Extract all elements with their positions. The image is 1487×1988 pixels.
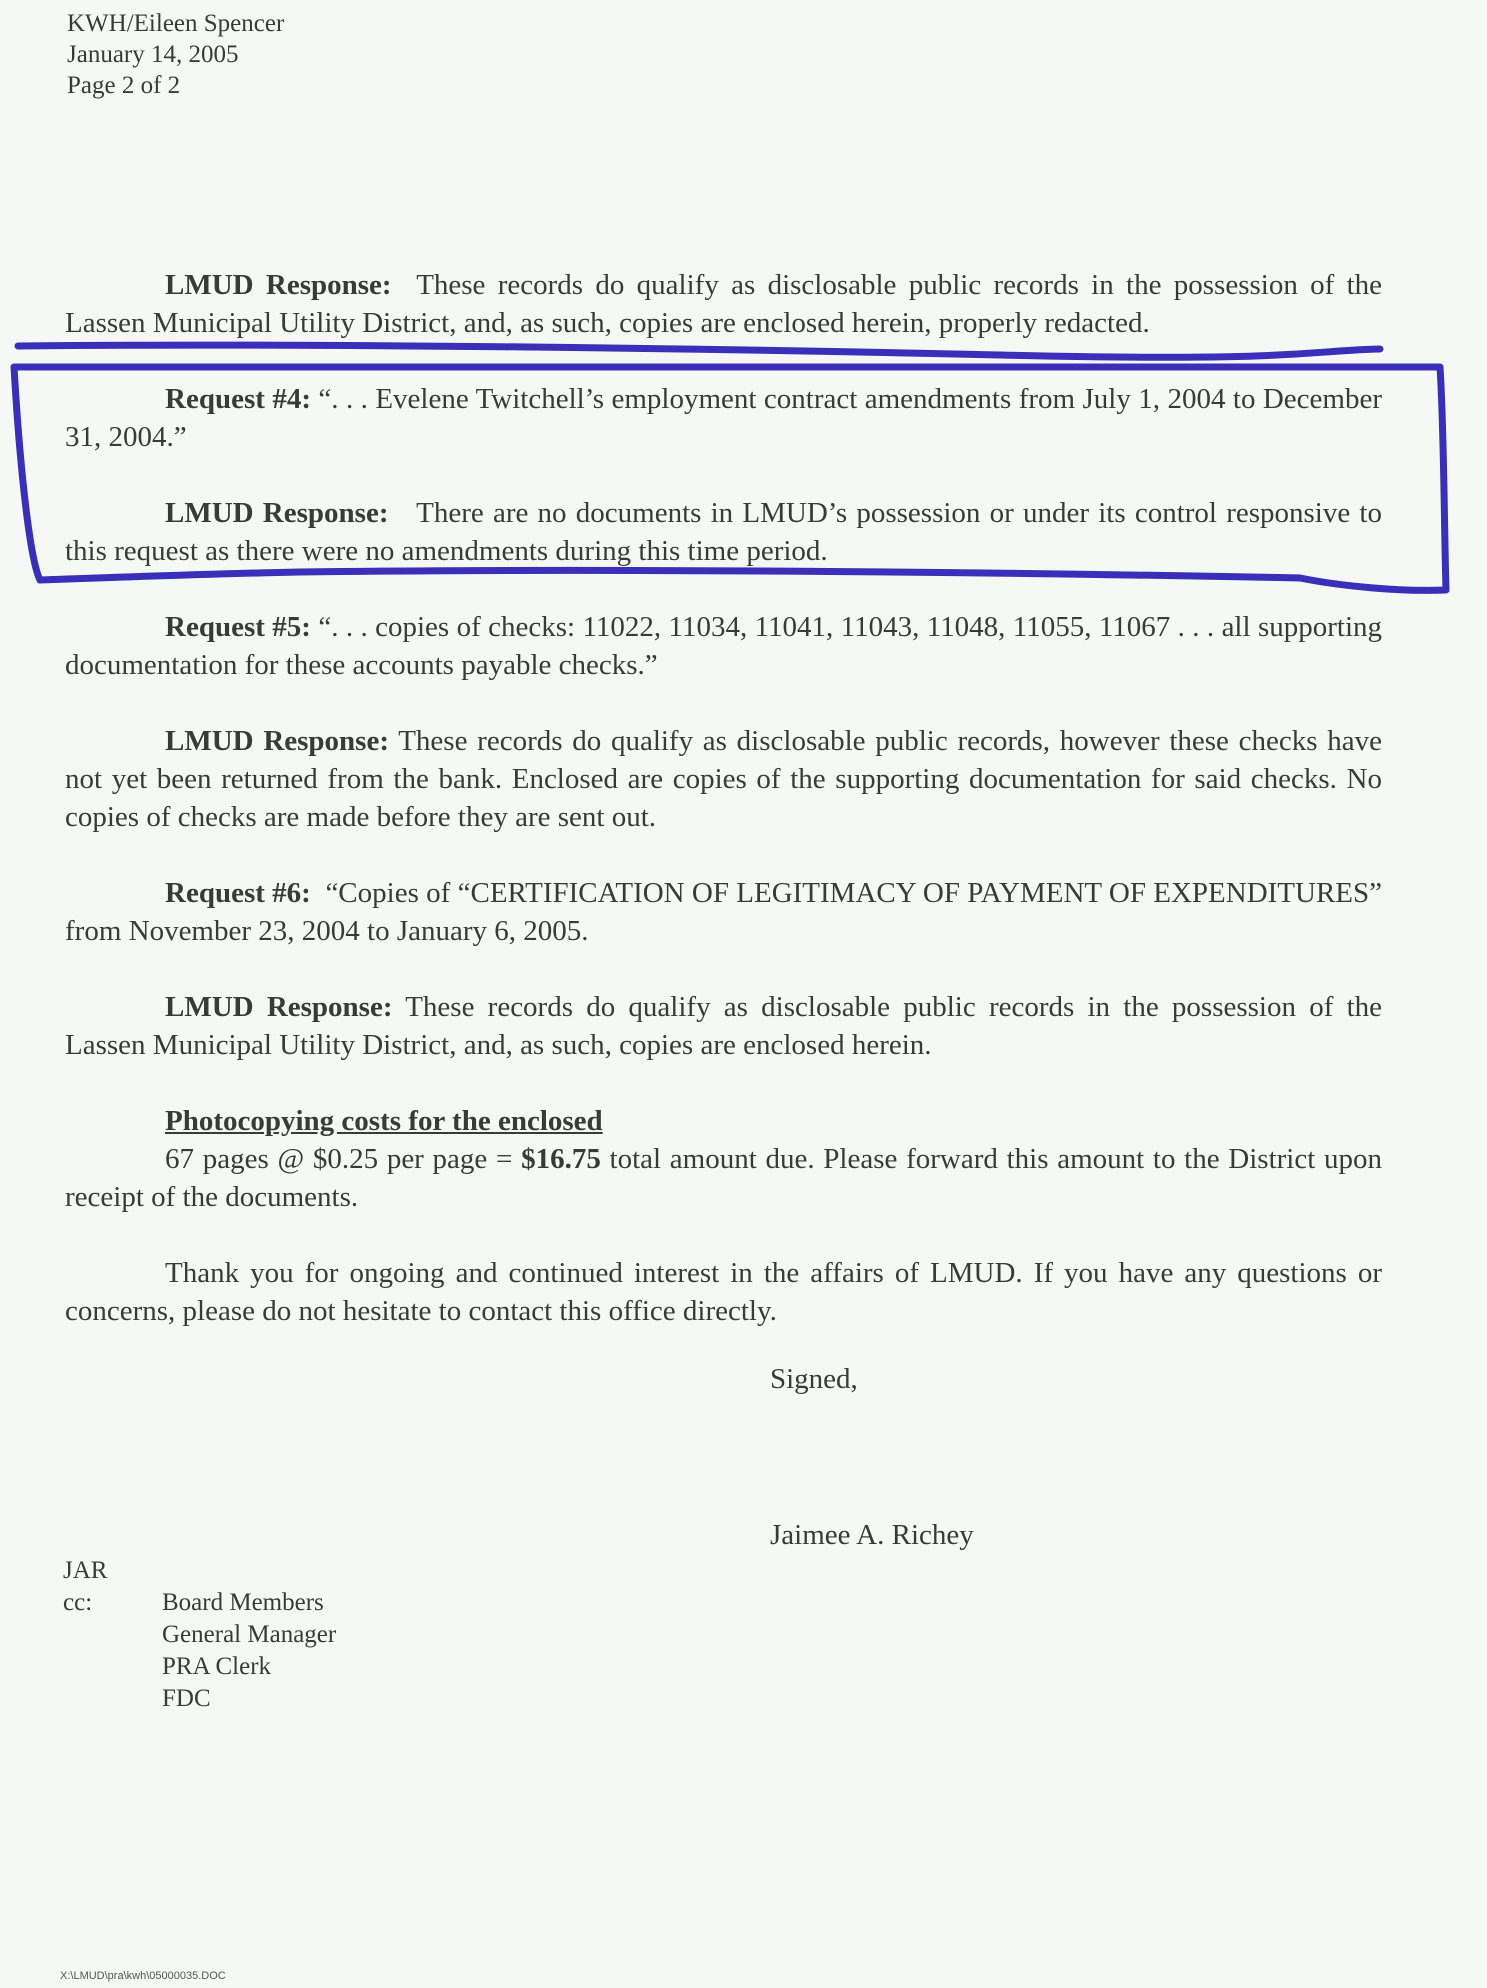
header-date: January 14, 2005 bbox=[67, 41, 239, 68]
costs-post: total amount due. Please forward this amount to the District upon receipt of the documents. bbox=[65, 1143, 1382, 1213]
cc-item: PRA Clerk bbox=[162, 1653, 272, 1680]
costs-paragraph bbox=[65, 1102, 1382, 1216]
cc-item: Board Members bbox=[162, 1589, 324, 1616]
response-lead: LMUD Response: bbox=[165, 269, 392, 301]
response-text: There are no documents in LMUD’s possession or under its control responsive to this request as there were no amendments during this time period. bbox=[65, 497, 1382, 567]
cc-item: General Manager bbox=[162, 1621, 337, 1648]
request-text: “. . . copies of checks: 11022, 11034, 11041, 11043, 11048, 11055, 11067 . . . all supporting documentation for these accounts payable checks.” bbox=[65, 611, 1382, 681]
header-page-number: Page 2 of 2 bbox=[67, 72, 181, 99]
response-text: These records do qualify as disclosable public records, however these checks have not yet been returned from the bank. Enclosed are copies of the supporting documentation for said checks. No copies of checks are made before they are sent out. bbox=[65, 725, 1382, 833]
response-lead: LMUD Response: bbox=[165, 497, 389, 529]
letter-header bbox=[67, 8, 284, 101]
response-paragraph bbox=[65, 494, 1382, 570]
request-lead: Request #5: bbox=[165, 611, 311, 643]
response-text: These records do qualify as disclosable public records in the possession of the Lassen Municipal Utility District, and, as such, copies are enclosed herein. bbox=[65, 991, 1383, 1061]
response-paragraph bbox=[65, 266, 1382, 342]
ink-underline bbox=[18, 345, 1380, 357]
response-lead: LMUD Response: bbox=[165, 725, 389, 757]
closing-text: Thank you for ongoing and continued interest in the affairs of LMUD. If you have any questions or concerns, please do not hesitate to contact this office directly. bbox=[65, 1257, 1382, 1327]
response-paragraph bbox=[65, 722, 1382, 836]
cc-list bbox=[162, 1587, 336, 1715]
amount-due: $16.75 bbox=[521, 1143, 601, 1175]
request-paragraph bbox=[65, 380, 1382, 456]
response-text: These records do qualify as disclosable public records in the possession of the Lassen Municipal Utility District, and, as such, copies are enclosed herein, properly redacted. bbox=[65, 269, 1383, 339]
response-paragraph bbox=[65, 988, 1382, 1064]
signer-name: Jaimee A. Richey bbox=[770, 1519, 974, 1551]
request-paragraph bbox=[65, 874, 1382, 950]
request-lead: Request #4: bbox=[165, 383, 311, 415]
response-lead: LMUD Response: bbox=[165, 991, 393, 1023]
signed-label: Signed, bbox=[770, 1363, 858, 1395]
closing-paragraph bbox=[65, 1254, 1382, 1330]
header-recipient: KWH/Eileen Spencer bbox=[67, 10, 285, 37]
request-lead: Request #6: bbox=[165, 877, 311, 909]
typist-initials: JAR bbox=[63, 1557, 108, 1584]
cc-label: cc: bbox=[63, 1589, 93, 1616]
costs-pre: 67 pages @ $0.25 per page = bbox=[165, 1143, 522, 1175]
request-text: “Copies of “CERTIFICATION OF LEGITIMACY OF PAYMENT OF EXPENDITURES” from November 23, 2004 to January 6, 2005. bbox=[65, 877, 1383, 947]
costs-heading: Photocopying costs for the enclosed bbox=[165, 1105, 603, 1137]
request-paragraph bbox=[65, 608, 1382, 684]
cc-item: FDC bbox=[162, 1685, 211, 1712]
file-path: X:\LMUD\pra\kwh\05000035.DOC bbox=[60, 1970, 226, 1982]
request-text: “. . . Evelene Twitchell’s employment contract amendments from July 1, 2004 to December 31, 2004.” bbox=[65, 383, 1383, 453]
